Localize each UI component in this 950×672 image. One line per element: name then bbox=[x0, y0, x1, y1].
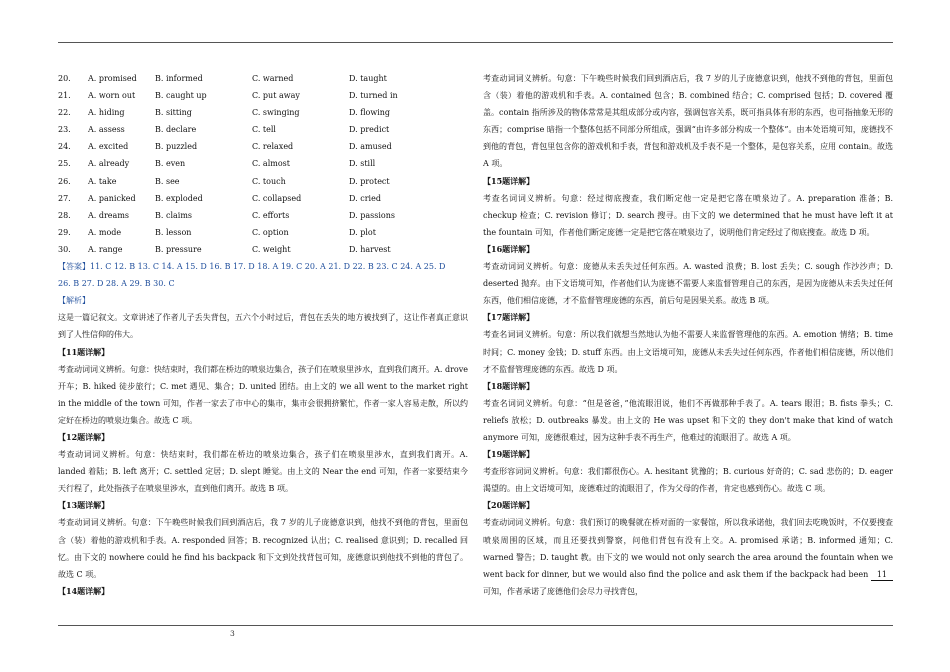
answer-line-2: 26. B 27. D 28. A 29. B 30. C bbox=[58, 279, 175, 289]
section-text: 考查动词词义辨析。句意：快结束时，我们都在桥边的喷泉边集合，孩子们在喷泉里涉水，直到我们离开。A. drove 开车；B. hiked 徒步旅行；C. met 遇见、集合；D. united 团结。由上文的 we all went to the market right in the middle of the town 可知，作者一家去了市中心的集市，集市会很拥挤繁忙，作者一家人容易走散，所以约定好在桥边的喷泉边集合。故选 C 项。 bbox=[58, 364, 468, 425]
option-b: B. puzzled bbox=[155, 142, 198, 152]
section-heading: 【18题详解】 bbox=[483, 380, 535, 391]
section-text: 考查名词词义辨析。句意：所以我们就想当然地认为他不需要人来监督管理他的东西。A. emotion 情绪；B. time 时间；C. money 金钱；D. stuff 东西。由上文语境可知，庞德从未丢失过任何东西，作者他们相信庞德，所以他们才不监督管理庞德的东西。故选 D 项。 bbox=[483, 330, 893, 374]
section-text: 考查动词词义辨析。句意：下午晚些时候我们回到酒店后，我 7 岁的儿子庞德意识到，他找不到他的背包，里面包含（装）着他的游戏机和手表。A. responded 回答；B. recognized 认出；C. realised 意识到；D. recalled 回忆。由下文的 nowhere could he find his backpack 和下文到处找背包可知，庞德意识到他找不到他的背包了。故选 C 项。 bbox=[58, 518, 468, 579]
footer-rule bbox=[58, 625, 893, 626]
option-row bbox=[58, 121, 468, 138]
answer-line-1: 11. C 12. B 13. C 14. A 15. D 16. B 17. D 18. A 19. C 20. A 21. D 22. B 23. C 24. A 25. D bbox=[90, 262, 446, 272]
option-d: D. turned in bbox=[349, 91, 398, 101]
option-c: C. put away bbox=[252, 91, 300, 101]
option-row bbox=[58, 155, 468, 172]
option-a: A. assess bbox=[88, 125, 125, 135]
q14-explanation: 考查动词词义辨析。句意：下午晚些时候我们回到酒店后，我 7 岁的儿子庞德意识到，他找不到他的背包，里面包含（装）着他的游戏机和手表。A. contained 包含；B. combined 结合；C. comprised 包括；D. covered 覆盖。contain 指所涉及的物体常常是其组成部分或内容，强调包容关系，既可指具体有形的东西，也可指抽象无形的东西；comprise 暗指一个整体包括不同部分所组成，强调“由许多部分构成一个整体”。由本处语境可知，庞德找不到他的背包，背包里包含你的游戏机和手表，背包和游戏机及手表不是一个整体，是包容关系，应用 contain。故选 A 项。 bbox=[483, 74, 893, 169]
option-a: A. mode bbox=[88, 227, 122, 237]
section-text: 考查动词词义辨析。句意：快结束时，我们都在桥边的喷泉边集合，孩子们在喷泉里涉水，直到我们离开。A. landed 着陆；B. left 离开；C. settled 定居；D. slept 睡觉。由上文的 Near the end 可知，作者一家要结束今天行程了，此处指孩子在喷泉里涉水，直到他们离开。故选 B 项。 bbox=[58, 450, 468, 494]
section-text: 考查动词词义辨析。句意：庞德从未丢失过任何东西。A. wasted 浪费；B. lost 丢失；C. sough 作沙沙声；D. deserted 抛弃。由下文语境可知，作者他们认为庞德不需要人来监督管理自己的东西，是因为庞德从未丢失过任何东西，他们相信庞德，才不监督管理庞德的东西，前后句是因果关系。故选 B 项。 bbox=[483, 262, 893, 306]
option-a: A. promised bbox=[88, 74, 137, 83]
option-a: A. worn out bbox=[88, 91, 136, 101]
option-a: A. excited bbox=[88, 142, 129, 152]
section-text: 考查名词词义辨析。句意：经过彻底搜查，我们断定他一定是把它落在喷泉边了。A. preparation 准备；B. checkup 检查；C. revision 修订；D. search 搜寻。由下文的 we determined that he must have left it at the fountain 可知，作者他们断定庞德一定是把它落在喷泉边了，说明他们肯定经过了彻底搜查。故选 D 项。 bbox=[483, 193, 893, 237]
answer-tag: 【答案】 bbox=[58, 262, 90, 272]
option-d: D. taught bbox=[349, 74, 387, 83]
answer-block bbox=[58, 258, 468, 292]
option-d: D. plot bbox=[349, 227, 376, 237]
option-c: C. option bbox=[252, 227, 289, 237]
option-a: A. dreams bbox=[88, 210, 130, 220]
option-b: B. even bbox=[155, 159, 186, 169]
option-b: B. sitting bbox=[155, 108, 192, 118]
section-text: 考查动词词义辨析。句意：我们预订的晚餐就在桥对面的一家餐馆，所以我承诺他，我们回去吃晚饭时，不仅要搜查喷泉周围的区域，而且还要找到警察，问他们背包有没有上交。A. promised 承诺；B. informed 通知；C. warned 警告；D. taught 教。由下文的 we would not only search the area around the fountain when we went back for dinner, but we would also find the police and ask them if the backpack had been 11可知，作者承诺了庞德他们会尽力寻找背包， bbox=[483, 518, 893, 596]
analysis-summary: 这是一篇记叙文。文章讲述了作者儿子丢失背包，五六个小时过后，背包在丢失的地方被找到了，这让作者真正意识到了人性信仰的伟大。 bbox=[58, 313, 468, 340]
option-d: D. predict bbox=[349, 125, 390, 135]
option-num: 28. bbox=[58, 210, 71, 220]
option-b: B. see bbox=[155, 176, 180, 186]
right-column bbox=[483, 70, 893, 600]
option-row bbox=[58, 87, 468, 104]
option-row bbox=[58, 241, 468, 258]
option-d: D. amused bbox=[349, 142, 392, 152]
option-c: C. weight bbox=[252, 244, 291, 254]
option-a: A. panicked bbox=[88, 193, 136, 203]
option-c: C. efforts bbox=[252, 210, 290, 220]
option-a: A. take bbox=[88, 176, 117, 186]
analysis-tag: 【解析】 bbox=[58, 296, 90, 306]
section-heading: 【11题详解】 bbox=[58, 346, 110, 357]
options-list bbox=[58, 70, 468, 258]
option-a: A. range bbox=[88, 244, 123, 254]
section-text: 考查名词词义辨析。句意：“但是爸爸，”他流眼泪说，他们不再做那种手表了。A. tears 眼泪；B. fists 拳头；C. reliefs 放松；D. outbreaks 暴发。由上文的 He was upset 和下文的 they don't make that kind of watch anymore 可知，庞德很难过，因为这种手表不再生产，他难过的流眼泪了。故选 A 项。 bbox=[483, 398, 893, 442]
option-row bbox=[58, 190, 468, 207]
right-sections bbox=[483, 173, 893, 600]
option-d: D. protect bbox=[349, 176, 390, 186]
option-row bbox=[58, 104, 468, 121]
option-num: 27. bbox=[58, 193, 71, 203]
option-num: 22. bbox=[58, 108, 71, 118]
option-num: 30. bbox=[58, 244, 71, 254]
section-heading: 【13题详解】 bbox=[58, 500, 110, 511]
option-d: D. passions bbox=[349, 210, 395, 220]
option-b: B. informed bbox=[155, 74, 203, 83]
option-num: 26. bbox=[58, 176, 71, 186]
option-d: D. harvest bbox=[349, 244, 391, 254]
section-heading: 【12题详解】 bbox=[58, 431, 110, 442]
option-c: C. relaxed bbox=[252, 142, 294, 152]
option-row bbox=[58, 224, 468, 241]
section-text: 考查形容词词义辨析。句意：我们都很伤心。A. hesitant 犹豫的；B. curious 好奇的；C. sad 悲伤的；D. eager 渴望的。由上文语境可知，庞德难过的流眼泪了，作为父母的作者，肯定也感到伤心。故选 C 项。 bbox=[483, 467, 893, 494]
left-sections bbox=[58, 344, 468, 600]
option-num: 20. bbox=[58, 74, 71, 83]
option-num: 25. bbox=[58, 159, 71, 169]
option-c: C. tell bbox=[252, 125, 276, 135]
section-heading: 【20题详解】 bbox=[483, 500, 535, 511]
section-heading: 【14题详解】 bbox=[58, 585, 110, 596]
option-b: B. caught up bbox=[155, 91, 207, 101]
option-row bbox=[58, 207, 468, 224]
section-heading: 【16题详解】 bbox=[483, 243, 535, 254]
option-b: B. declare bbox=[155, 125, 197, 135]
option-row bbox=[58, 173, 468, 190]
option-num: 29. bbox=[58, 227, 71, 237]
option-a: A. hiding bbox=[88, 108, 125, 118]
option-c: C. almost bbox=[252, 159, 290, 169]
answer-blank: 11 bbox=[871, 570, 893, 581]
option-a: A. already bbox=[88, 159, 130, 169]
option-b: B. pressure bbox=[155, 244, 202, 254]
option-d: D. still bbox=[349, 159, 376, 169]
option-d: D. flowing bbox=[349, 108, 391, 118]
option-b: B. lesson bbox=[155, 227, 192, 237]
option-num: 24. bbox=[58, 142, 71, 152]
header-rule bbox=[58, 42, 893, 43]
option-row bbox=[58, 70, 468, 87]
option-c: C. collapsed bbox=[252, 193, 302, 203]
option-num: 21. bbox=[58, 91, 71, 101]
section-heading: 【19题详解】 bbox=[483, 449, 535, 460]
option-b: B. exploded bbox=[155, 193, 203, 203]
option-row bbox=[58, 138, 468, 155]
option-b: B. claims bbox=[155, 210, 193, 220]
option-d: D. cried bbox=[349, 193, 381, 203]
section-heading: 【17题详解】 bbox=[483, 312, 535, 323]
left-column bbox=[58, 70, 468, 600]
option-c: C. swinging bbox=[252, 108, 300, 118]
q20-text-continued: 可知，作者承诺了庞德他们会尽力寻找背包， bbox=[483, 586, 643, 596]
option-num: 23. bbox=[58, 125, 71, 135]
page-number: 3 bbox=[230, 629, 235, 638]
option-c: C. warned bbox=[252, 74, 294, 83]
section-heading: 【15题详解】 bbox=[483, 175, 535, 186]
option-c: C. touch bbox=[252, 176, 286, 186]
